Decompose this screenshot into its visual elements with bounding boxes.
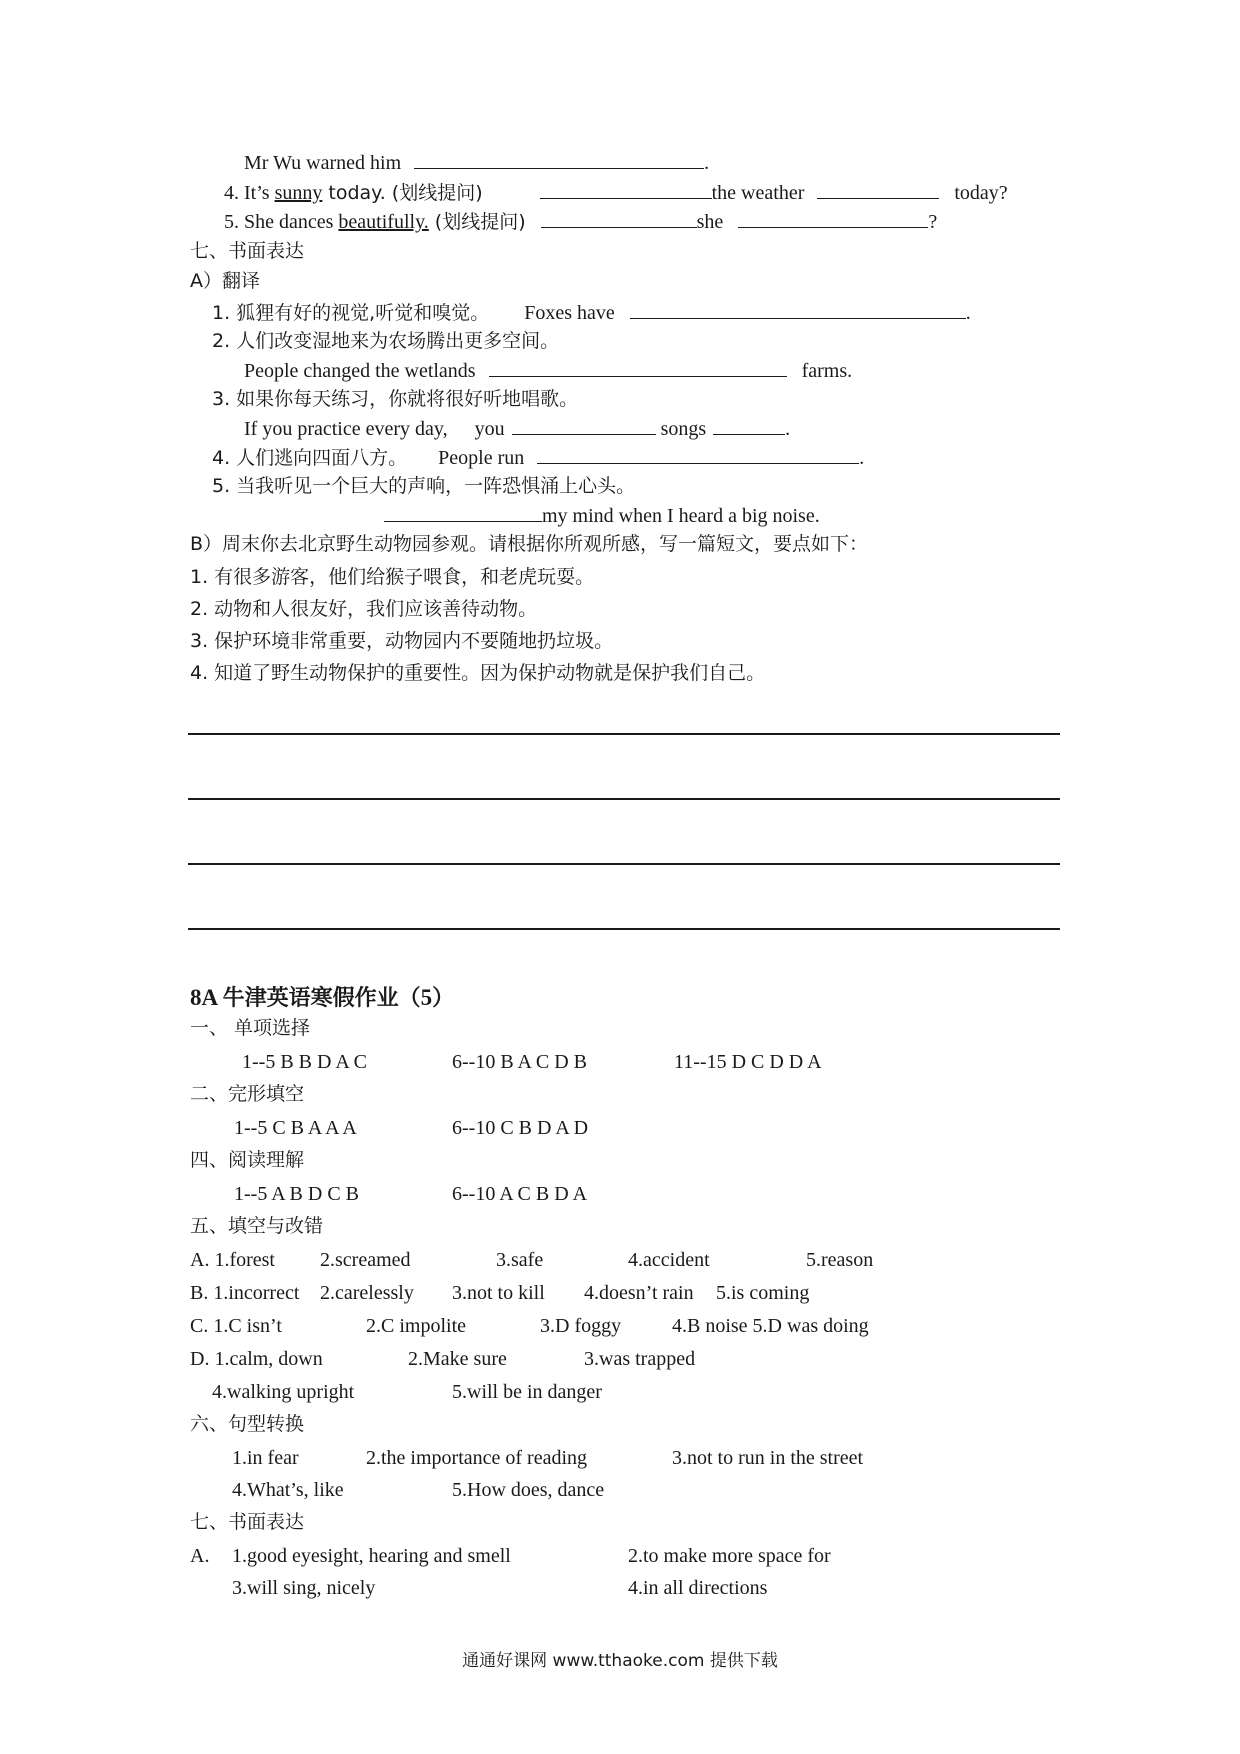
s5-a-2: 2.screamed xyxy=(320,1249,411,1271)
writing-line-3[interactable] xyxy=(188,863,1060,865)
item4: 4. It’s sunny today. (划线提问) the weather today? xyxy=(224,182,1008,204)
translation-item-5-en: my mind when I heard a big noise. xyxy=(384,503,820,528)
answer-blank[interactable] xyxy=(817,180,939,199)
s5-c-1: C. 1.C isn’t xyxy=(190,1315,282,1337)
s2-heading: 二、完形填空 xyxy=(190,1083,305,1105)
s7-a-4: 4.in all directions xyxy=(628,1577,768,1599)
answer-blank[interactable] xyxy=(541,209,697,228)
s2-ans-2: 6--10 C B D A D xyxy=(452,1117,589,1139)
point-1: 1. 有很多游客，他们给猴子喂食，和老虎玩耍。 xyxy=(190,566,595,588)
answer-blank[interactable] xyxy=(540,180,712,199)
s5-a-3: 3.safe xyxy=(496,1249,544,1271)
answer-blank[interactable] xyxy=(537,445,859,464)
s5-a-5: 5.reason xyxy=(806,1249,874,1271)
s6-1: 1.in fear xyxy=(232,1447,299,1469)
s5-b-1: B. 1.incorrect xyxy=(190,1282,300,1304)
s6-4: 4.What’s, like xyxy=(232,1479,344,1501)
s4-ans-1: 1--5 A B D C B xyxy=(234,1183,360,1205)
section7-heading: 七、书面表达 xyxy=(190,240,305,262)
answer-blank[interactable] xyxy=(738,209,928,228)
s1-heading: 一、 单项选择 xyxy=(190,1017,311,1039)
s5-d-1: D. 1.calm, down xyxy=(190,1348,323,1370)
s5-b-5: 5.is coming xyxy=(716,1282,810,1304)
s2-ans-1: 1--5 C B A A A xyxy=(234,1117,357,1139)
s5-d-3: 3.was trapped xyxy=(584,1348,696,1370)
part-b-prompt: B）周末你去北京野生动物园参观。请根据你所观所感，写一篇短文，要点如下： xyxy=(190,533,869,555)
point-4: 4. 知道了野生动物保护的重要性。因为保护动物就是保护我们自己。 xyxy=(190,662,766,684)
s6-5: 5.How does, dance xyxy=(452,1479,605,1501)
translation-item-4: 4. 人们逃向四面八方。 People run . xyxy=(212,447,865,469)
s7-a-label: A. xyxy=(190,1545,210,1567)
s4-heading: 四、阅读理解 xyxy=(190,1149,305,1171)
item3-text: Mr Wu warned him xyxy=(244,152,402,174)
answer-key-title: 8A 牛津英语寒假作业（5） xyxy=(190,985,455,1011)
s5-a-4: 4.accident xyxy=(628,1249,710,1271)
s5-a-1: A. 1.forest xyxy=(190,1249,275,1271)
s5-d-5: 5.will be in danger xyxy=(452,1381,602,1403)
s6-2: 2.the importance of reading xyxy=(366,1447,588,1469)
answer-blank[interactable] xyxy=(489,358,787,377)
translation-item-2-en: People changed the wetlands farms. xyxy=(244,360,853,382)
s5-b-2: 2.carelessly xyxy=(320,1282,414,1304)
item3-continuation: Mr Wu warned him . xyxy=(244,152,710,174)
s5-c-3: 3.D foggy xyxy=(540,1315,622,1337)
point-3: 3. 保护环境非常重要，动物园内不要随地扔垃圾。 xyxy=(190,630,614,652)
s4-ans-2: 6--10 A C B D A xyxy=(452,1183,588,1205)
answer-blank[interactable] xyxy=(512,416,656,435)
answer-blank[interactable] xyxy=(630,300,966,319)
translation-item-5-cn: 5. 当我听见一个巨大的声响，一阵恐惧涌上心头。 xyxy=(212,475,636,497)
s5-b-3: 3.not to kill xyxy=(452,1282,545,1304)
translation-item-1: 1. 狐狸有好的视觉,听觉和嗅觉。 Foxes have . xyxy=(212,302,971,324)
s6-heading: 六、句型转换 xyxy=(190,1413,305,1435)
writing-line-4[interactable] xyxy=(188,928,1060,930)
answer-blank[interactable] xyxy=(384,503,542,522)
s1-ans-2: 6--10 B A C D B xyxy=(452,1051,588,1073)
s7-a-2: 2.to make more space for xyxy=(628,1545,831,1567)
underlined-word: beautifully. xyxy=(338,211,429,233)
translation-item-2-cn: 2. 人们改变湿地来为农场腾出更多空间。 xyxy=(212,330,560,352)
s7-a-3: 3.will sing, nicely xyxy=(232,1577,376,1599)
item5: 5. She dances beautifully. (划线提问) she ? xyxy=(224,211,938,233)
writing-line-1[interactable] xyxy=(188,733,1060,735)
translation-item-3-cn: 3. 如果你每天练习，你就将很好听地唱歌。 xyxy=(212,388,579,410)
translation-item-3-en: If you practice every day, you songs . xyxy=(244,418,791,440)
s7-heading: 七、书面表达 xyxy=(190,1511,305,1533)
s5-d-4: 4.walking upright xyxy=(212,1381,355,1403)
point-2: 2. 动物和人很友好，我们应该善待动物。 xyxy=(190,598,538,620)
s5-c-2: 2.C impolite xyxy=(366,1315,466,1337)
s7-a-1: 1.good eyesight, hearing and smell xyxy=(232,1545,511,1567)
part-a-heading: A）翻译 xyxy=(190,270,260,292)
s5-c-4: 4.B noise 5.D was doing xyxy=(672,1315,869,1337)
footer-credit: 通通好课网 www.tthaoke.com 提供下载 xyxy=(462,1651,778,1671)
s1-ans-3: 11--15 D C D D A xyxy=(674,1051,822,1073)
s1-ans-1: 1--5 B B D A C xyxy=(242,1051,368,1073)
s5-d-2: 2.Make sure xyxy=(408,1348,507,1370)
answer-blank[interactable] xyxy=(414,150,704,169)
underlined-word: sunny xyxy=(274,182,323,204)
s5-heading: 五、填空与改错 xyxy=(190,1215,324,1237)
s6-3: 3.not to run in the street xyxy=(672,1447,864,1469)
answer-blank[interactable] xyxy=(713,416,785,435)
writing-line-2[interactable] xyxy=(188,798,1060,800)
s5-b-4: 4.doesn’t rain xyxy=(584,1282,694,1304)
